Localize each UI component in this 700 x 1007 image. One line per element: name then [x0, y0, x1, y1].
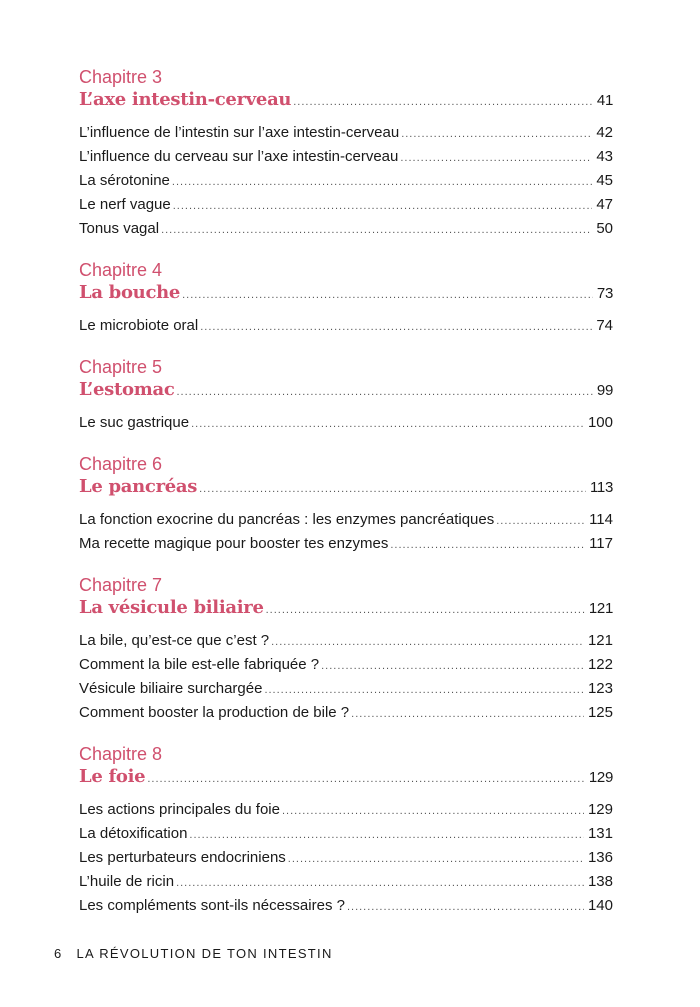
page-number: 114	[589, 511, 613, 528]
chapter-title-entry[interactable]	[79, 765, 613, 789]
entry-label: La fonction exocrine du pancréas : les enzymes pancréatiques	[79, 511, 495, 528]
toc-entry[interactable]	[79, 314, 613, 338]
page-number: 123	[587, 680, 613, 697]
dot-leader	[401, 122, 592, 146]
entry-label: Comment la bile est-elle fabriquée ?	[79, 656, 320, 673]
chapter-title: La vésicule biliaire	[79, 597, 264, 618]
chapter-4	[79, 259, 613, 338]
entry-label: La détoxification	[79, 825, 188, 842]
entry-label: Les compléments sont-ils nécessaires ?	[79, 897, 345, 914]
chapter-title: L’axe intestin-cerveau	[79, 89, 292, 110]
toc-entry[interactable]	[79, 411, 613, 435]
table-of-contents	[79, 66, 613, 936]
page-number: 138	[587, 873, 613, 890]
page-number: 100	[587, 414, 613, 431]
entry-label: La sérotonine	[79, 172, 170, 189]
dot-leader	[200, 315, 592, 339]
page-number: 73	[596, 285, 613, 302]
toc-entry[interactable]	[79, 677, 613, 701]
toc-entry[interactable]	[79, 822, 613, 846]
entry-label: Les perturbateurs endocriniens	[79, 849, 286, 866]
chapter-label: Chapitre 7	[79, 575, 163, 595]
toc-entry[interactable]	[79, 894, 613, 918]
page-number: 129	[588, 769, 613, 786]
page-number: 117	[589, 535, 613, 552]
toc-entry[interactable]	[79, 846, 613, 870]
page-number: 121	[587, 632, 613, 649]
dot-leader	[172, 170, 592, 194]
chapter-title-entry[interactable]	[79, 378, 613, 402]
page-number: 129	[587, 801, 613, 818]
dot-leader	[282, 799, 584, 823]
chapter-7	[79, 574, 613, 725]
chapter-title-entry[interactable]	[79, 596, 613, 620]
entry-label: Le nerf vague	[79, 196, 171, 213]
toc-entry[interactable]	[79, 798, 613, 822]
entry-label: L’huile de ricin	[79, 873, 175, 890]
entry-label: L’influence du cerveau sur l’axe intestin-cerveau	[79, 148, 399, 165]
chapter-title: Le foie	[79, 766, 146, 787]
footer-book-title: LA RÉVOLUTION DE TON INTESTIN	[76, 946, 333, 961]
page-number: 113	[589, 479, 613, 496]
dot-leader	[288, 847, 584, 871]
page-number: 74	[596, 317, 613, 334]
toc-entry[interactable]	[79, 508, 613, 532]
dot-leader	[400, 146, 592, 170]
entry-label: Tonus vagal	[79, 220, 160, 237]
entry-label: Les actions principales du foie	[79, 801, 280, 818]
page-number: 47	[596, 196, 613, 213]
page-footer	[54, 946, 333, 961]
toc-entry[interactable]	[79, 532, 613, 556]
entry-label: Le microbiote oral	[79, 317, 199, 334]
dot-leader	[347, 895, 584, 919]
toc-entry[interactable]	[79, 629, 613, 653]
entry-label: L’influence de l’intestin sur l’axe intestin-cerveau	[79, 124, 400, 141]
chapter-title: L’estomac	[79, 379, 175, 400]
toc-entry[interactable]	[79, 217, 613, 241]
chapter-title-entry[interactable]	[79, 88, 613, 112]
page-number: 99	[596, 382, 613, 399]
chapter-label: Chapitre 8	[79, 744, 163, 764]
toc-entry[interactable]	[79, 701, 613, 725]
entry-label: La bile, qu’est-ce que c’est ?	[79, 632, 270, 649]
dot-leader	[147, 767, 585, 791]
chapter-6	[79, 453, 613, 556]
page-number: 41	[596, 92, 613, 109]
dot-leader	[173, 194, 593, 218]
dot-leader	[191, 412, 584, 436]
entry-label: Vésicule biliaire surchargée	[79, 680, 263, 697]
chapter-title-entry[interactable]	[79, 281, 613, 305]
page-number: 50	[596, 220, 613, 237]
chapter-title: La bouche	[79, 282, 181, 303]
toc-entry[interactable]	[79, 169, 613, 193]
dot-leader	[199, 477, 586, 501]
chapter-8	[79, 743, 613, 918]
chapter-label: Chapitre 6	[79, 454, 163, 474]
page-number: 136	[587, 849, 613, 866]
dot-leader	[161, 218, 592, 242]
page-number: 45	[596, 172, 613, 189]
dot-leader	[390, 533, 585, 557]
page-number: 122	[587, 656, 613, 673]
dot-leader	[271, 630, 584, 654]
chapter-label: Chapitre 3	[79, 67, 163, 87]
chapter-label: Chapitre 5	[79, 357, 163, 377]
page-number: 121	[588, 600, 613, 617]
chapter-5	[79, 356, 613, 435]
page-number: 131	[587, 825, 613, 842]
chapter-label: Chapitre 4	[79, 260, 163, 280]
dot-leader	[189, 823, 584, 847]
page-number: 140	[587, 897, 613, 914]
chapter-title-entry[interactable]	[79, 475, 613, 499]
toc-entry[interactable]	[79, 193, 613, 217]
toc-entry[interactable]	[79, 870, 613, 894]
dot-leader	[176, 380, 592, 404]
dot-leader	[293, 90, 593, 114]
entry-label: Le suc gastrique	[79, 414, 190, 431]
entry-label: Comment booster la production de bile ?	[79, 704, 350, 721]
entry-label: Ma recette magique pour booster tes enzymes	[79, 535, 389, 552]
dot-leader	[321, 654, 584, 678]
dot-leader	[264, 678, 584, 702]
chapter-title: Le pancréas	[79, 476, 198, 497]
page-number: 125	[587, 704, 613, 721]
toc-entry[interactable]	[79, 145, 613, 169]
dot-leader	[176, 871, 584, 895]
dot-leader	[496, 509, 585, 533]
toc-entry[interactable]	[79, 121, 613, 145]
dot-leader	[351, 702, 584, 726]
footer-page-number: 6	[54, 946, 63, 961]
page-number: 42	[596, 124, 613, 141]
page-number: 43	[596, 148, 613, 165]
dot-leader	[266, 598, 585, 622]
dot-leader	[182, 283, 593, 307]
toc-entry[interactable]	[79, 653, 613, 677]
chapter-3	[79, 66, 613, 241]
